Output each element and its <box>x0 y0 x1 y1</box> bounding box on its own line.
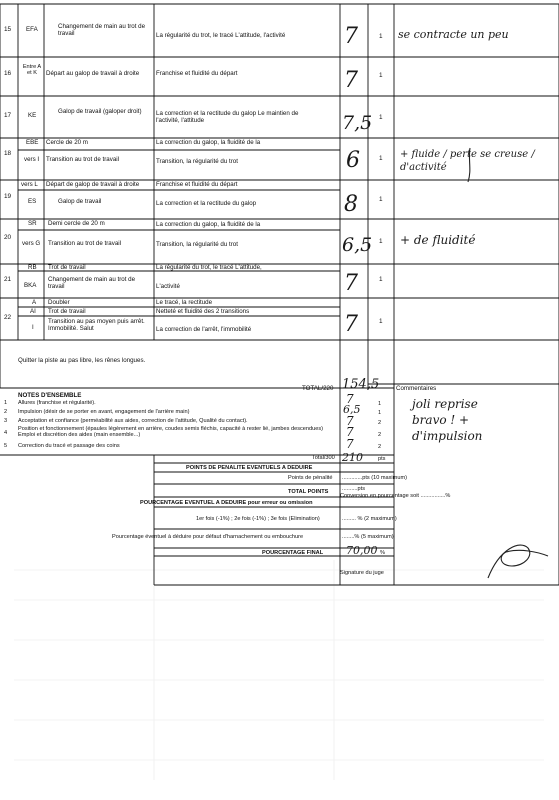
total-300-unit: pts <box>378 456 386 462</box>
ensemble-item-text: Allures (franchise et régularité). <box>18 400 96 406</box>
row-score[interactable]: 7 <box>344 24 358 49</box>
row-number: 19 <box>4 193 12 200</box>
row-movement: Galop de travail (galoper droit) <box>58 108 142 115</box>
row-criteria: Franchise et fluidité du départ <box>156 70 238 77</box>
row-movement: Changement de main au trot de travail <box>58 23 146 37</box>
row-coef: 1 <box>379 318 383 325</box>
row-code-2: vers I <box>24 156 40 163</box>
row-code-2: BKA <box>24 282 37 289</box>
row-comment[interactable]: se contracte un peu <box>398 28 509 41</box>
row-code: vers L <box>21 181 38 188</box>
row-movement-2: Transition au trot de travail <box>46 156 120 163</box>
row-code: Entre A et K <box>22 64 42 77</box>
row-coef: 1 <box>379 114 383 121</box>
row-number: 20 <box>4 234 12 241</box>
ensemble-item-number: 3 <box>4 418 8 424</box>
signature-label: Signature du juge <box>340 570 384 576</box>
ensemble-coef: 2 <box>378 432 382 438</box>
pourcentage-line2-label: Pourcentage éventuel à déduire pour défaut d'harnachement ou embouchure <box>112 534 304 540</box>
row-coef: 1 <box>379 33 383 40</box>
row-coef: 1 <box>379 238 383 245</box>
ensemble-score[interactable]: 7 <box>346 425 354 439</box>
ensemble-coef: 2 <box>378 444 382 450</box>
row-movement: Doubler <box>48 299 70 306</box>
row-code-2: vers G <box>22 240 41 247</box>
row-score[interactable]: 6 <box>346 148 360 173</box>
exit-instruction: Quitter la piste au pas libre, les rênes longues. <box>18 357 146 364</box>
penalites-label: Points de pénalité <box>288 475 333 481</box>
row-score[interactable]: 7 <box>344 68 358 93</box>
row-coef: 1 <box>379 196 383 203</box>
total-300-label: Total/300 <box>312 455 335 461</box>
total-220-value[interactable]: 154,5 <box>342 377 380 392</box>
row-movement: Départ de galop de travail à droite <box>46 181 140 188</box>
row-movement-2: Changement de main au trot de travail <box>48 276 136 290</box>
row-code-3: I <box>32 324 34 331</box>
row-score[interactable]: 8 <box>344 192 358 217</box>
row-coef: 1 <box>379 276 383 283</box>
row-number: 16 <box>4 70 12 77</box>
pourcentage-final-label: POURCENTAGE FINAL <box>262 550 324 556</box>
total-points-conversion: Conversion en pourcentage soit ................% <box>340 493 451 499</box>
row-movement-2: Transition au trot de travail <box>48 240 122 247</box>
pourcentage-final-value[interactable]: 70,00 <box>346 544 378 557</box>
pourcentage-line1-value[interactable]: ......... % (2 maximum) <box>342 516 397 522</box>
row-code: SR <box>28 220 37 227</box>
ensemble-item-text: Impulsion (désir de se porter en avant, engagement de l'arrière main) <box>18 409 190 415</box>
penalites-title: POINTS DE PENALITE EVENTUELS A DEDUIRE <box>186 465 313 471</box>
ensemble-item-number: 4 <box>4 430 8 436</box>
row-criteria: La correction du galop, la fluidité de la <box>156 221 261 228</box>
row-criteria-3: La correction de l'arrêt, l'immobilité <box>156 326 252 333</box>
comments-label: Commentaires <box>396 385 437 392</box>
ensemble-score[interactable]: 6,5 <box>343 403 361 416</box>
penalites-value[interactable]: .............pts (10 maximum) <box>342 475 407 481</box>
row-criteria-2: Transition, la régularité du trot <box>156 241 238 248</box>
pourcentage-line2-value[interactable]: ........% (5 maximum) <box>342 534 394 540</box>
row-code: A <box>32 299 37 306</box>
ensemble-item-text: Acceptation et confiance (perméabilité aux aides, correction de l'attitude, Qualité du contact). <box>18 418 248 424</box>
row-criteria: La régularité du trot, le tracé L'attitude, <box>156 264 262 271</box>
row-code: EFA <box>26 26 38 33</box>
row-criteria: La correction du galop, la fluidité de la <box>156 139 261 146</box>
row-criteria: Franchise et fluidité du départ <box>156 181 238 188</box>
ensemble-item-number: 5 <box>4 443 8 449</box>
row-number: 17 <box>4 112 12 119</box>
row-criteria-2: Transition, la régularité du trot <box>156 158 238 165</box>
row-score[interactable]: 6,5 <box>342 234 373 256</box>
row-comment[interactable]: + fluide / perte se creuse / d'activité <box>400 149 535 173</box>
row-code: RB <box>28 264 37 271</box>
total-300-value[interactable]: 210 <box>342 451 363 464</box>
ensemble-coef: 1 <box>378 410 382 416</box>
row-movement-2: Galop de travail <box>58 198 102 205</box>
ensemble-coef: 2 <box>378 420 382 426</box>
row-criteria: La régularité du trot, le tracé L'attitude, l'activité <box>156 32 286 39</box>
ensemble-score[interactable]: 7 <box>346 392 354 406</box>
row-code-2: ES <box>28 198 37 205</box>
row-number: 15 <box>4 26 12 33</box>
row-criteria-2: L'activité <box>156 283 180 290</box>
row-number: 18 <box>4 150 12 157</box>
pourcentage-final-unit: % <box>380 550 385 556</box>
row-number: 22 <box>4 314 12 321</box>
total-points-value[interactable]: ..........pts <box>342 486 366 492</box>
ensemble-score[interactable]: 7 <box>346 414 354 428</box>
row-score[interactable]: 7 <box>344 271 358 296</box>
row-score[interactable]: 7 <box>344 312 358 337</box>
total-points-label: TOTAL POINTS <box>288 489 329 495</box>
row-code-2: AI <box>30 308 36 315</box>
row-movement-2: Trot de travail <box>48 308 86 315</box>
ensemble-comment[interactable]: joli reprise bravo ! + d'impulsion <box>412 397 483 443</box>
ensemble-title: NOTES D'ENSEMBLE <box>18 392 82 399</box>
row-movement-3: Transition au pas moyen puis arrêt. Immobilité. Salut <box>48 318 145 332</box>
row-criteria: Le tracé, la rectitude <box>156 299 213 306</box>
row-coef: 1 <box>379 72 383 79</box>
row-criteria-2: Netteté et fluidité des 2 transitions <box>156 308 250 315</box>
ensemble-coef: 1 <box>378 401 382 407</box>
ensemble-item-number: 2 <box>4 409 8 415</box>
row-criteria-2: La correction et la rectitude du galop <box>156 200 257 207</box>
row-movement: Départ au galop de travail à droite <box>46 70 140 77</box>
pourcentage-line1-label: 1er fois (-1%) ; 2e fois (-1%) ; 3e fois (Elimination) <box>196 516 320 522</box>
row-movement: Demi cercle de 20 m <box>48 220 105 227</box>
row-movement: Cercle de 20 m <box>46 139 88 146</box>
row-coef: 1 <box>379 155 383 162</box>
bleed-through-lines <box>14 560 544 780</box>
total-220-label: TOTAL/220 <box>302 385 334 392</box>
ensemble-item-number: 1 <box>4 400 8 406</box>
ensemble-item-text: Position et fonctionnement (épaules légèrement en arrière, coudes semis fléchis, capacité à rester lié, jambes descendues) Emploi et discrétion des aides (main ensemble...) <box>18 426 324 439</box>
pourcentage-title: POURCENTAGE EVENTUEL A DEDUIRE pour erreur ou omission <box>140 500 313 506</box>
ensemble-score[interactable]: 7 <box>346 437 354 451</box>
row-code: EBE <box>26 139 39 146</box>
row-number: 21 <box>4 276 12 283</box>
row-code: KE <box>28 112 37 119</box>
row-movement: Trot de travail <box>48 264 86 271</box>
row-score[interactable]: 7,5 <box>342 112 373 134</box>
row-criteria: La correction et la rectitude du galop Le maintien de l'activité, l'attitude <box>156 110 299 124</box>
row-comment[interactable]: + de fluidité <box>400 233 476 247</box>
ensemble-item-text: Correction du tracé et passage des coins <box>18 443 120 449</box>
